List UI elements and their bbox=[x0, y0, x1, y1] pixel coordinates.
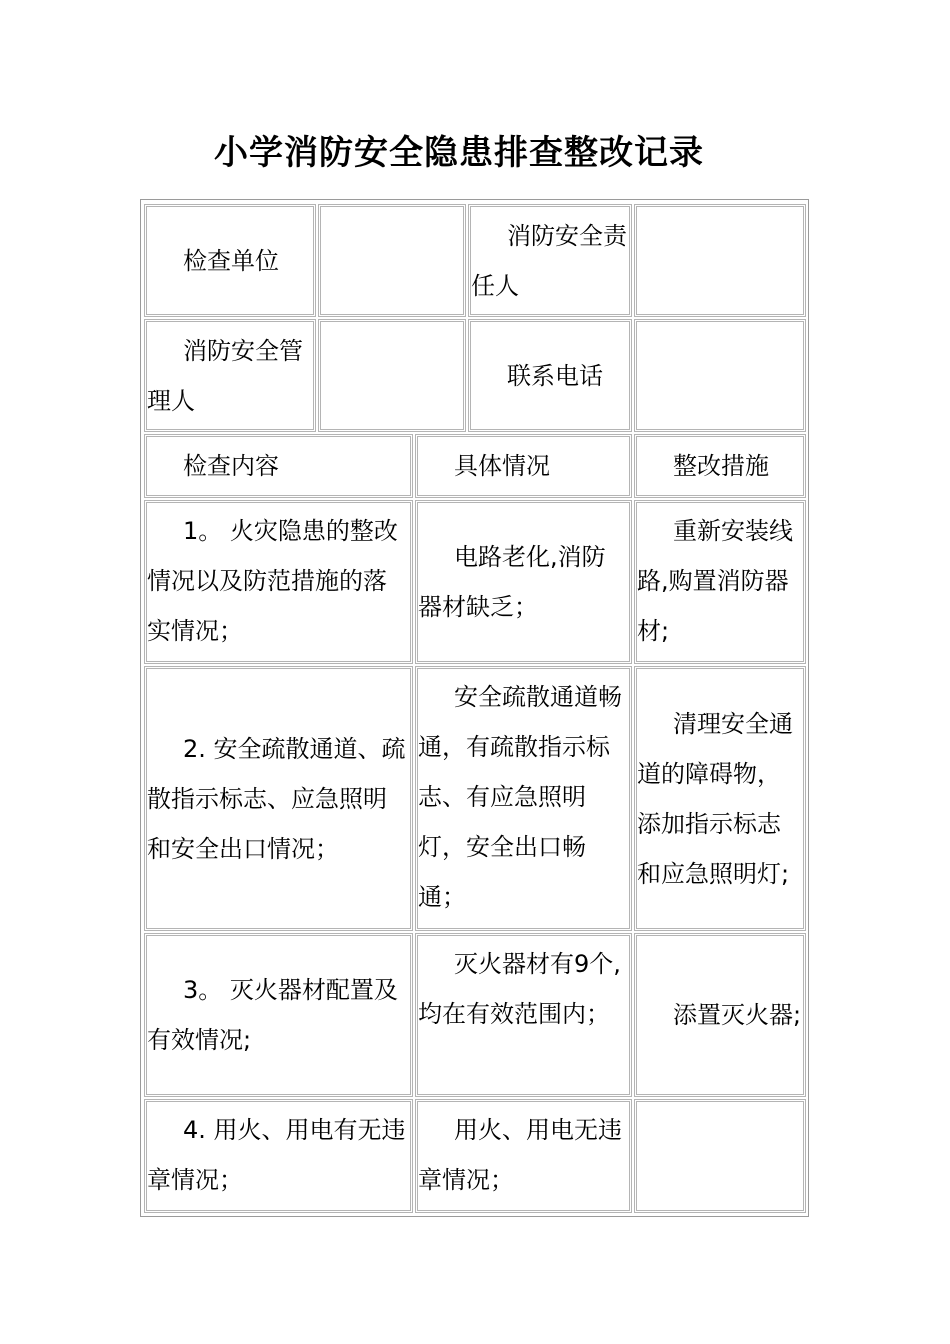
table-row-3-measure: 添置灭火器; bbox=[634, 933, 806, 1097]
table-row-2-measure: 清理安全通道的障碍物，添加指示标志和应急照明灯; bbox=[634, 666, 806, 931]
table-row-2-content: 2. 安全疏散通道、疏散指示标志、应急照明和安全出口情况； bbox=[144, 666, 413, 931]
page-title: 小学消防安全隐患排查整改记录 bbox=[214, 133, 704, 173]
table-row-2-situation: 安全疏散通道畅通，有疏散指示标志、有应急照明灯，安全出口畅通； bbox=[415, 666, 632, 931]
unit-label-cell bbox=[144, 204, 316, 317]
phone-label: 联系电话 bbox=[507, 361, 603, 390]
unit-label: 检查单位 bbox=[183, 246, 279, 275]
column-header-measure: 整改措施 bbox=[634, 434, 806, 498]
phone-value-cell bbox=[634, 319, 806, 432]
unit-value-cell bbox=[318, 204, 466, 317]
table-row-1-content: 1。 火灾隐患的整改情况以及防范措施的落实情况； bbox=[144, 500, 413, 664]
responsible-label-cell bbox=[468, 204, 632, 317]
table-row-3-content: 3。 灭火器材配置及有效情况; bbox=[144, 933, 413, 1097]
table-row-4-measure bbox=[634, 1099, 806, 1213]
table-row-4-situation: 用火、用电无违章情况； bbox=[415, 1099, 632, 1213]
table-row-1-measure: 重新安装线路,购置消防器材; bbox=[634, 500, 806, 664]
table-row-4-content: 4. 用火、用电有无违章情况； bbox=[144, 1099, 413, 1213]
manager-label: 消防安全管理人 bbox=[147, 336, 303, 415]
responsible-label: 消防安全责任人 bbox=[471, 221, 627, 300]
column-header-content: 检查内容 bbox=[144, 434, 413, 498]
responsible-value-cell bbox=[634, 204, 806, 317]
table-row-1-situation: 电路老化,消防器材缺乏； bbox=[415, 500, 632, 664]
column-header-situation: 具体情况 bbox=[415, 434, 632, 498]
manager-label-cell bbox=[144, 319, 316, 432]
manager-value-cell bbox=[318, 319, 466, 432]
table-row-3-situation: 灭火器材有9个,均在有效范围内； bbox=[415, 933, 632, 1097]
phone-label-cell bbox=[468, 319, 632, 432]
inspection-table bbox=[140, 199, 809, 1217]
